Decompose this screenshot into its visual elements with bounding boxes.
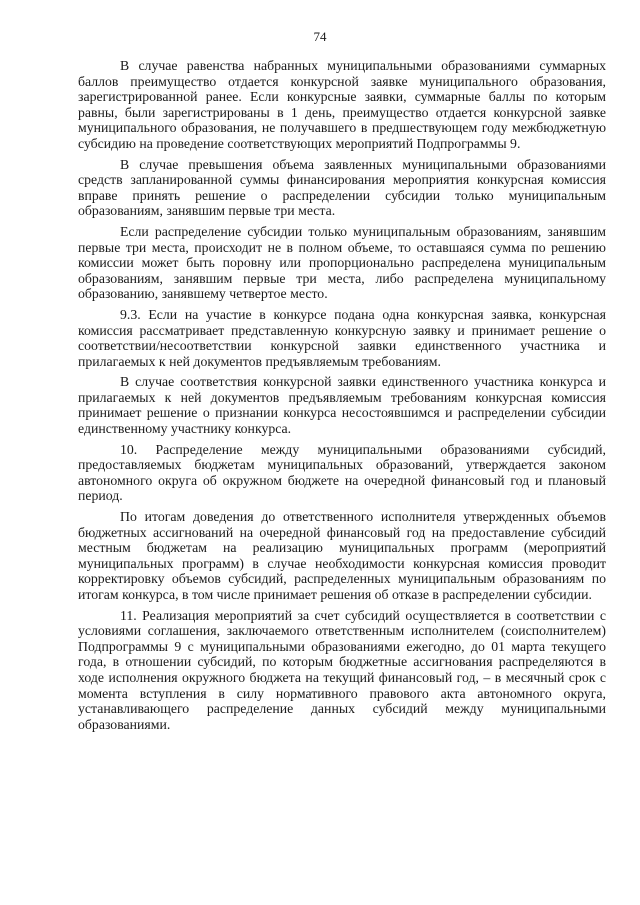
paragraph-clause-10: 10. Распределение между муниципальными образованиями субсидий, предоставляемых бюджетам муниципальных образований, утверждается законом автономного округа об окружном бюджете на очередной финансовый год и плановый период. — [78, 441, 606, 504]
paragraph-clause-9-3: 9.3. Если на участие в конкурсе подана одна конкурсная заявка, конкурсная комиссия рассматривает представленную конкурсную заявку и принимает решение о соответствии/несоответствии конкурсной заявки единственного участника и прилагаемых к ней документов предъявляемым требованиям. — [78, 306, 606, 369]
paragraph-single-participant: В случае соответствия конкурсной заявки единственного участника конкурса и прилагаемых к ней документов предъявляемым требованиям конкурсная комиссия принимает решение о признании конкурса несостоявшимся и распределении субсидии единственному участнику конкурса. — [78, 374, 606, 437]
paragraph-clause-11: 11. Реализация мероприятий за счет субсидий осуществляется в соответствии с условиями соглашения, заключаемого ответственным исполнителем (соисполнителем) Подпрограммы 9 с муниципальными образованиями ежегодно, до 01 марта текущего года, в отношении субсидий, по которым бюджетные ассигнования распределяются в ходе исполнения окружного бюджета на текущий финансовый год, – в месячный срок с момента вступления в силу нормативного правового акта автономного округа, устанавливающего распределение данных субсидий между муниципальными образованиями. — [78, 607, 606, 732]
paragraph-budget-adjustment: По итогам доведения до ответственного исполнителя утвержденных объемов бюджетных ассигнований на очередной финансовый год на предоставление субсидий местным бюджетам на реализацию муниципальных программ (мероприятий муниципальных программ) в случае необходимости конкурсная комиссия проводит корректировку объемов субсидий, распределенных муниципальным образованиям по итогам конкурса, в том числе принимает решения об отказе в распределении субсидии. — [78, 509, 606, 602]
document-body — [78, 58, 606, 737]
paragraph-remaining-sum: Если распределение субсидии только муниципальным образованиям, занявшим первые три места, происходит не в полном объеме, то оставшаяся сумма по решению комиссии может быть поровну или пропорционально распределена муниципальным образованиям, занявшим первые три места, либо распределена муниципальному образованию, занявшему четвертое место. — [78, 223, 606, 302]
paragraph-excess-volume: В случае превышения объема заявленных муниципальными образованиями средств запланированной суммы финансирования мероприятия конкурсная комиссия вправе принять решение о распределении субсидии только муниципальным образованиям, занявшим первые три места. — [78, 156, 606, 219]
paragraph-equal-scores: В случае равенства набранных муниципальными образованиями суммарных баллов преимущество отдается конкурсной заявке муниципального образования, зарегистрированной ранее. Если конкурсные заявки, суммарные баллы по которым равны, были зарегистрированы в 1 день, преимущество отдается конкурсной заявке муниципального образования, не получавшего в предшествующем году межбюджетную субсидию на проведение соответствующих мероприятий Подпрограммы 9. — [78, 58, 606, 151]
page-number: 74 — [313, 29, 327, 44]
